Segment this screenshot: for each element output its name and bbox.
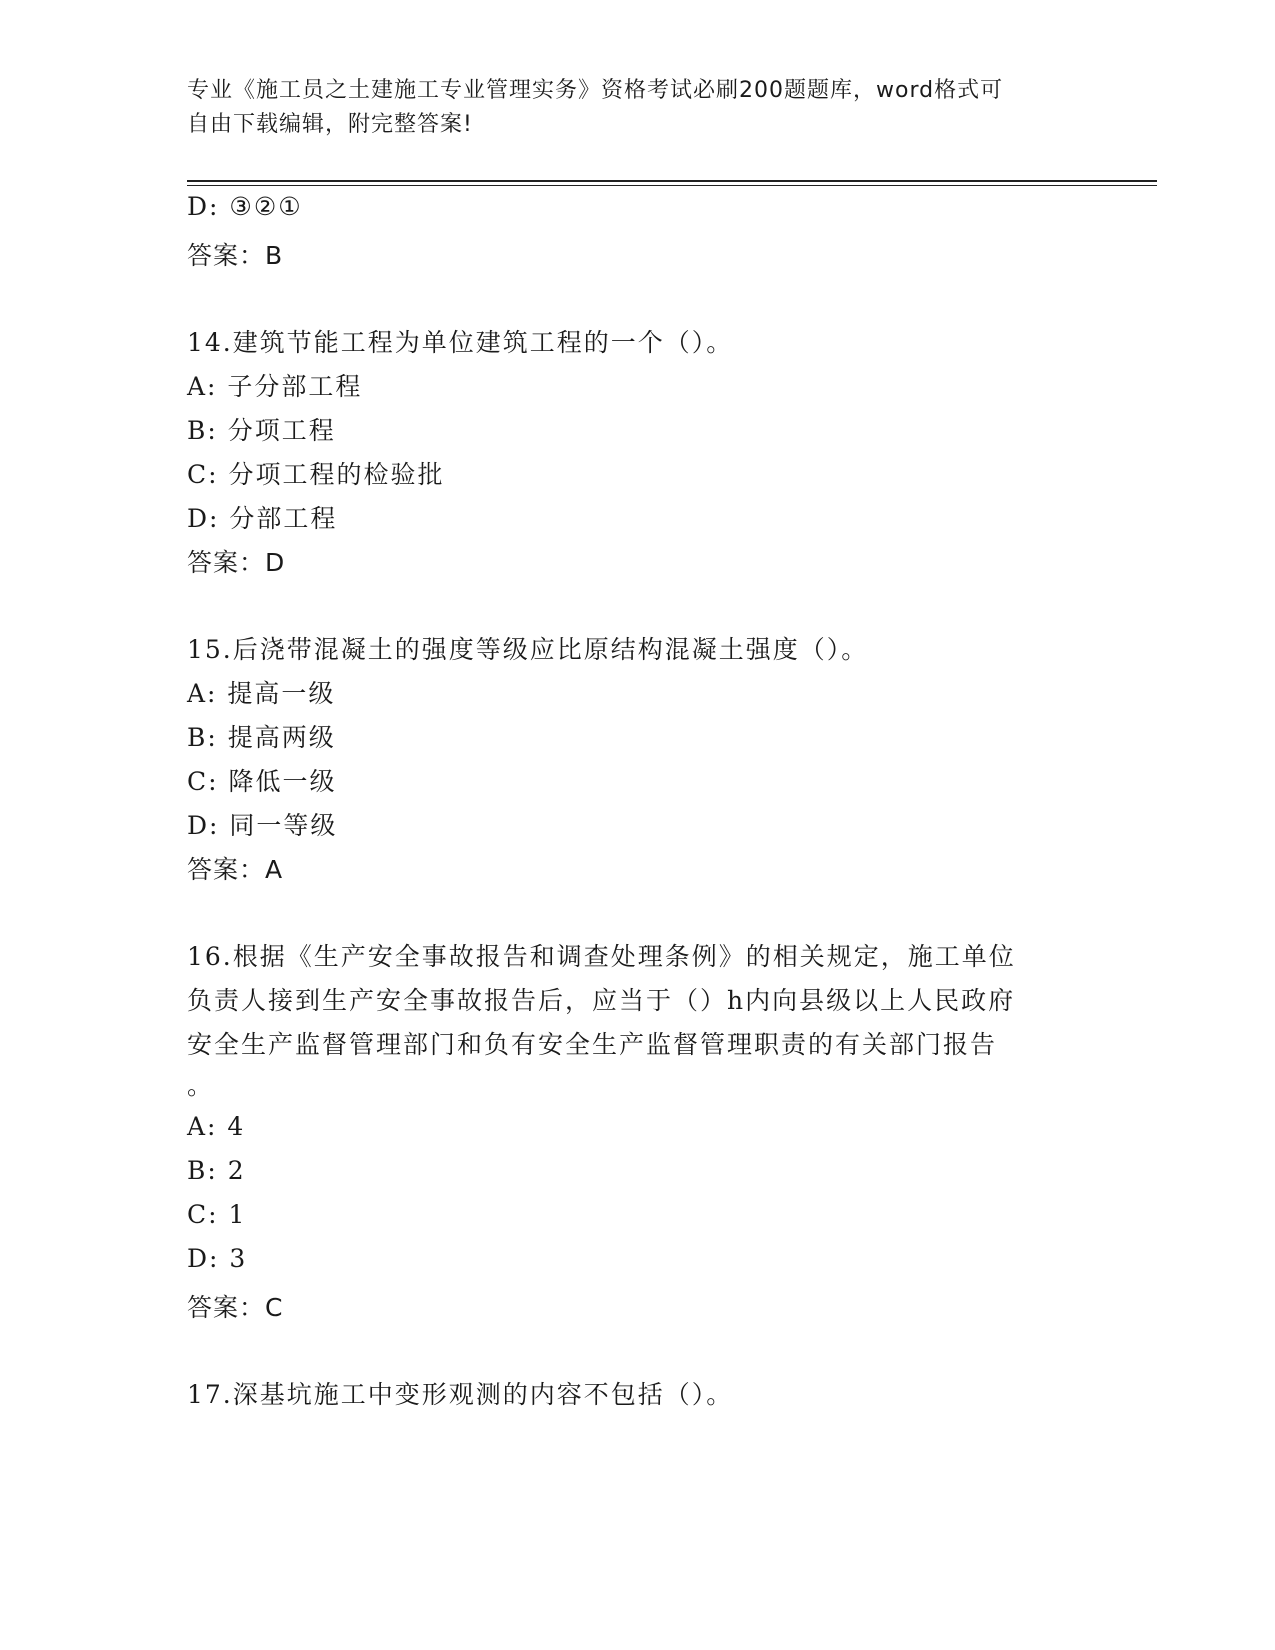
q14-option-c: C: 分项工程的检验批 [187, 460, 445, 489]
q14-option-a: A: 子分部工程 [187, 372, 363, 401]
q15-option-a: A: 提高一级 [187, 679, 336, 708]
q15-answer: 答案：A [187, 855, 284, 884]
q15-option-d: D: 同一等级 [187, 811, 338, 840]
q16-option-d: D: 3 [187, 1244, 248, 1273]
q16-answer: 答案：C [187, 1293, 284, 1322]
q14-option-d: D: 分部工程 [187, 504, 338, 533]
header-divider-thick [187, 180, 1157, 182]
document-header [187, 74, 1087, 142]
q14-answer: 答案：D [187, 548, 286, 577]
q16-option-b: B: 2 [187, 1156, 246, 1185]
header-divider-thin [187, 185, 1157, 186]
header-line-1: 专业《施工员之土建施工专业管理实务》资格考试必刷200题题库，word格式可 [187, 78, 1004, 103]
q15-option-b: B: 提高两级 [187, 723, 336, 752]
q16-option-a: A: 4 [187, 1112, 246, 1141]
q16-stem-line-4: 。 [187, 1071, 215, 1100]
q13-option-d: D: ③②① [187, 192, 303, 221]
q16-option-c: C: 1 [187, 1200, 247, 1229]
q13-answer: 答案：B [187, 241, 284, 270]
q17-stem: 17.深基坑施工中变形观测的内容不包括（）。 [187, 1380, 734, 1409]
q16-stem-line-2: 负责人接到生产安全事故报告后，应当于（）h内向县级以上人民政府 [187, 986, 1016, 1015]
header-line-2: 自由下载编辑，附完整答案! [187, 112, 473, 137]
q15-stem: 15.后浇带混凝土的强度等级应比原结构混凝土强度（）。 [187, 635, 869, 664]
q16-stem-line-3: 安全生产监督管理部门和负有安全生产监督管理职责的有关部门报告 [187, 1030, 998, 1059]
q15-option-c: C: 降低一级 [187, 767, 337, 796]
q14-stem: 14.建筑节能工程为单位建筑工程的一个（）。 [187, 328, 734, 357]
q16-stem-line-1: 16.根据《生产安全事故报告和调查处理条例》的相关规定，施工单位 [187, 942, 1016, 971]
q14-option-b: B: 分项工程 [187, 416, 336, 445]
